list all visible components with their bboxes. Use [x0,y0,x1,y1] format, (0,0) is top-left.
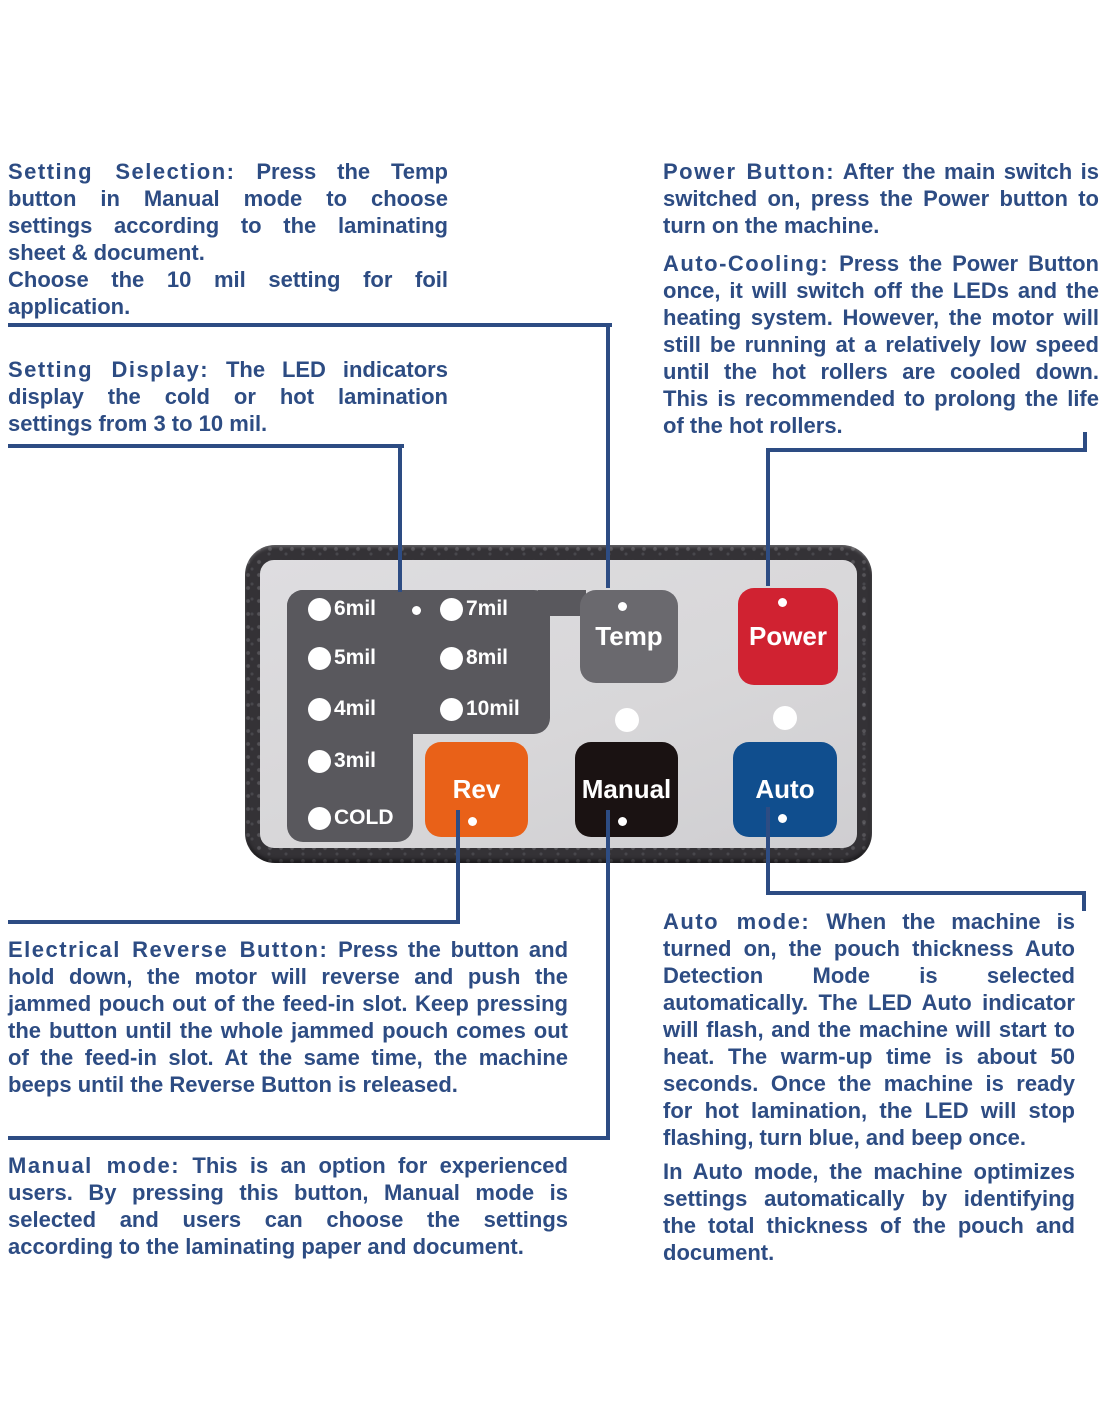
led-circle-cold [308,807,331,830]
led-label-5mil: 5mil [334,646,377,669]
manual-mode-heading: Manual mode: [8,1153,181,1178]
led-5mil [308,646,376,670]
annotation-auto-cooling [663,250,1099,439]
temp-button[interactable] [580,590,678,683]
led-label-7mil: 7mil [466,597,509,620]
annotation-manual-mode [8,1152,568,1260]
auto-callout-stub [1082,891,1086,911]
annotation-auto-mode [663,908,1075,1151]
led-cold [308,806,394,830]
setting-display-target-dot [412,606,421,615]
led-circle-3mil [308,750,331,773]
led-label-3mil: 3mil [334,749,377,772]
led-6mil [308,597,376,621]
led-8mil [440,646,508,670]
auto-callout-line-h [766,891,1086,895]
manual-callout-line-h [8,1136,610,1140]
power-callout-line-h [766,448,1087,452]
temp-button-dot [618,602,627,611]
annotation-setting-display [8,356,448,437]
auto-cooling-body: Press the Power Button once, it will switch off the LEDs and the heating system. However, the motor will still be running at a relatively low speed until the hot rollers are cooled down. This is recommended to prolong the life of the hot rollers. [663,251,1099,438]
led-3mil [308,749,376,773]
power-button-heading: Power Button: [663,159,836,184]
rev-button-label: Rev [452,774,501,804]
auto-callout-line-v [766,807,770,895]
setting-selection-body: Press the Temp button in Manual mode to choose settings according to the laminating sheet & document. [8,159,448,265]
manual-mode-body: This is an option for experienced users. By pressing this button, Manual mode is selected and users can choose the settings according to the laminating paper and document. [8,1153,568,1259]
auto-status-led [773,706,797,730]
annotation-setting-selection [8,158,448,320]
led-circle-5mil [308,647,331,670]
setting-selection-heading: Setting Selection: [8,159,236,184]
led-label-10mil: 10mil [466,697,520,720]
electrical-reverse-heading: Electrical Reverse Button: [8,937,329,962]
led-label-6mil: 6mil [334,597,377,620]
electrical-reverse-body: Press the button and hold down, the motor will reverse and push the jammed pouch out of the feed-in slot. Keep pressing the button until the whole jammed pouch comes out of the feed-in slot. At the same time, the machine beeps until the Reverse Button is released. [8,937,569,1097]
annotation-power-button [663,158,1099,239]
temp-button-label: Temp [595,621,663,651]
auto-mode-body2: In Auto mode, the machine optimizes settings automatically by identifying the total thickness of the pouch and document. [663,1159,1075,1265]
led-label-4mil: 4mil [334,697,377,720]
led-label-cold: COLD [334,806,394,829]
rev-callout-line-h [8,920,460,924]
panel-face [260,560,857,848]
auto-button-dot [778,814,787,823]
setting-display-body: The LED indicators display the cold or hot lamination settings from 3 to 10 mil. [8,357,448,436]
auto-mode-heading: Auto mode: [663,909,811,934]
power-button-label: Power [748,621,828,651]
auto-cooling-heading: Auto-Cooling: [663,251,830,276]
rev-button-dot [468,817,477,826]
setting-selection-body2: Choose the 10 mil setting for foil application. [8,267,448,319]
annotation-electrical-reverse [8,936,568,1098]
setting-selection-callout-line-v [606,323,610,588]
led-4mil [308,697,376,721]
led-circle-7mil [440,598,463,621]
power-button-body: After the main switch is switched on, press the Power button to turn on the machine. [663,159,1099,238]
auto-button[interactable] [733,742,837,837]
manual-status-led [615,708,639,732]
setting-display-callout-line-v [398,444,402,592]
led-circle-10mil [440,698,463,721]
led-circle-6mil [308,598,331,621]
led-7mil [440,597,508,621]
manual-button-label: Manual [581,774,672,804]
led-circle-8mil [440,647,463,670]
power-callout-line-v [766,448,770,586]
led-zone-tab [538,590,586,616]
led-circle-4mil [308,698,331,721]
led-10mil [440,697,520,721]
auto-button-label: Auto [755,774,815,804]
rev-callout-line-v [456,810,460,924]
auto-mode-body: When the machine is turned on, the pouch thickness Auto Detection Mode is selected automatically. The LED Auto indicator will flash, and the machine will start to heat. The warm-up time is about 50 seconds. Once the machine is ready for hot lamination, the LED will stop flashing, turn blue, and beep once. [663,909,1075,1150]
setting-display-callout-line-h [8,444,404,448]
annotation-auto-mode-2 [663,1158,1075,1266]
manual-button-dot [618,817,627,826]
setting-selection-callout-line-h [8,323,612,327]
setting-display-heading: Setting Display: [8,357,210,382]
power-button[interactable] [738,588,838,685]
laminator-control-panel [245,545,872,863]
power-button-dot [778,598,787,607]
manual-callout-line-v [606,810,610,1140]
led-label-8mil: 8mil [466,646,509,669]
